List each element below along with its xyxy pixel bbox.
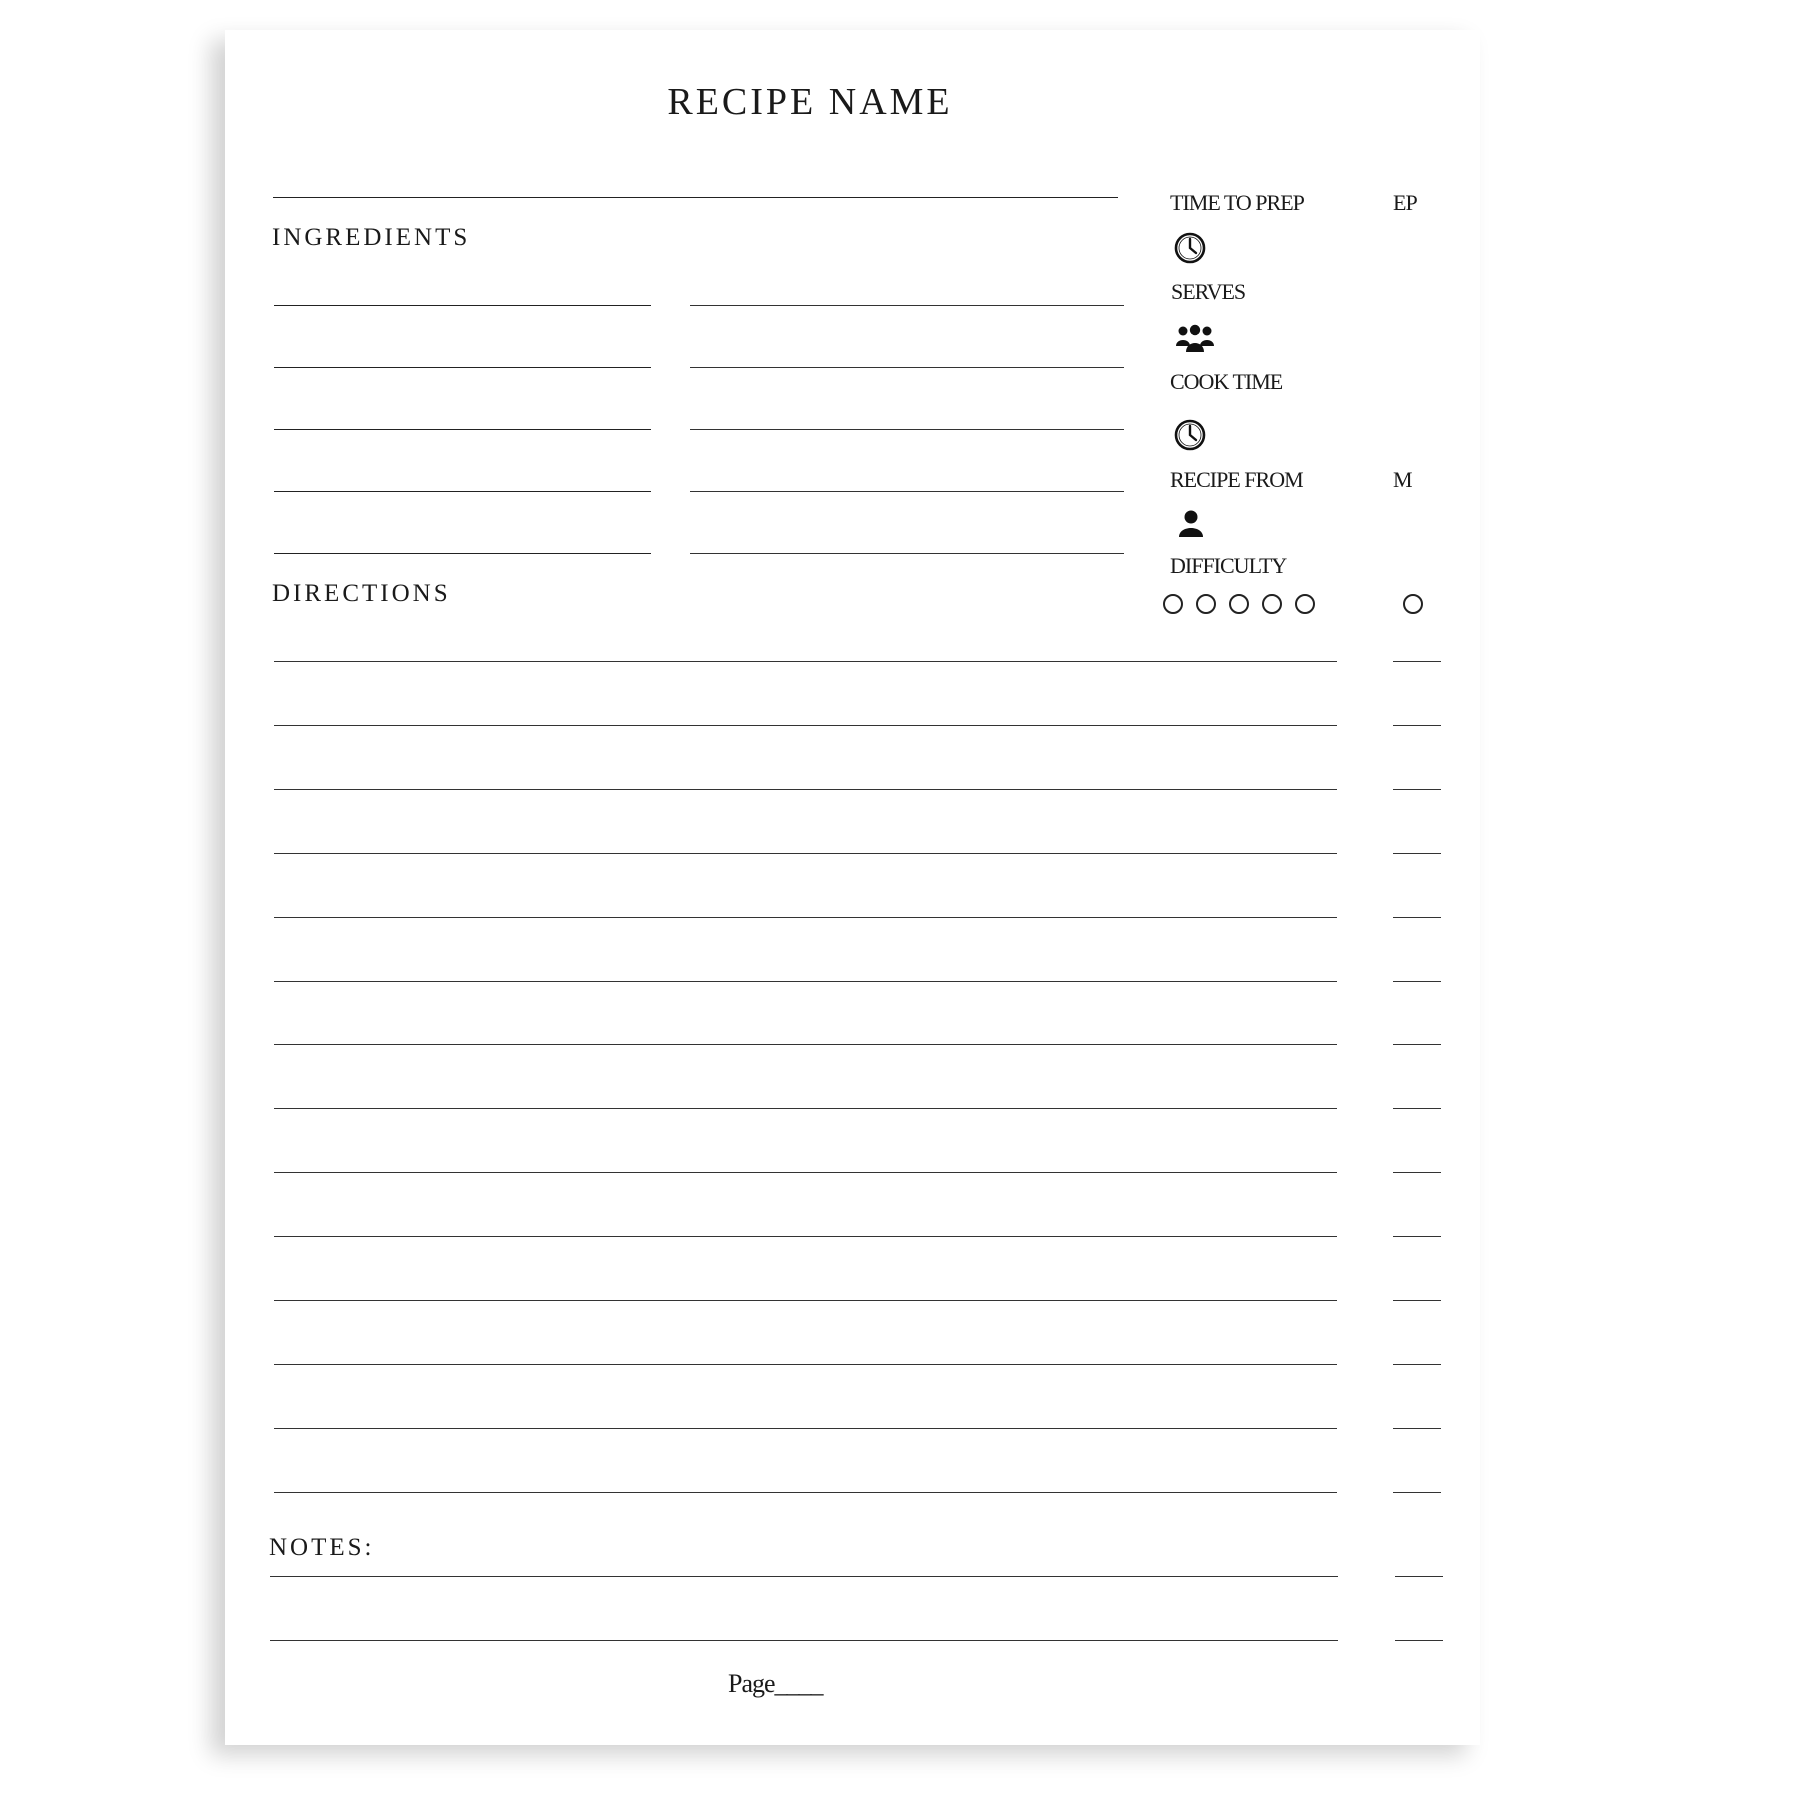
clock-icon [1173, 418, 1207, 452]
direction-line-stub [1393, 981, 1441, 982]
direction-line-stub [1393, 725, 1441, 726]
notes-line[interactable] [270, 1640, 1338, 1641]
ingredient-line[interactable] [690, 491, 1124, 492]
title-rule [273, 197, 1118, 198]
direction-line[interactable] [274, 1492, 1337, 1493]
direction-line-stub [1393, 1108, 1441, 1109]
difficulty-dot[interactable] [1163, 594, 1183, 614]
direction-line[interactable] [274, 853, 1337, 854]
ingredient-line[interactable] [690, 429, 1124, 430]
person-icon [1177, 509, 1205, 539]
difficulty-dot[interactable] [1295, 594, 1315, 614]
direction-line-stub [1393, 1492, 1441, 1493]
direction-line-stub [1393, 661, 1441, 662]
direction-line[interactable] [274, 1364, 1337, 1365]
recipe-from-label-clipped: M [1393, 467, 1412, 492]
direction-line-stub [1393, 789, 1441, 790]
direction-line-stub [1393, 1172, 1441, 1173]
direction-line[interactable] [274, 789, 1337, 790]
notes-line[interactable] [270, 1576, 1338, 1577]
direction-line[interactable] [274, 1044, 1337, 1045]
direction-line-stub [1393, 917, 1441, 918]
ingredient-line[interactable] [274, 553, 651, 554]
time-to-prep-label-clipped: EP [1393, 190, 1417, 215]
direction-line-stub [1393, 1428, 1441, 1429]
recipe-sheet [225, 30, 1480, 1745]
recipe-title: RECIPE NAME [667, 81, 953, 123]
ingredient-line[interactable] [274, 305, 651, 306]
difficulty-dot[interactable] [1229, 594, 1249, 614]
ingredient-line[interactable] [274, 429, 651, 430]
direction-line-stub [1393, 853, 1441, 854]
direction-line-stub [1393, 1236, 1441, 1237]
clock-icon [1173, 231, 1207, 265]
ingredient-line[interactable] [690, 367, 1124, 368]
serves-label: SERVES [1171, 279, 1246, 304]
difficulty-dot[interactable] [1262, 594, 1282, 614]
difficulty-dot[interactable] [1196, 594, 1216, 614]
direction-line[interactable] [274, 725, 1337, 726]
ingredients-heading: INGREDIENTS [272, 224, 471, 251]
notes-heading: NOTES: [269, 1534, 375, 1561]
difficulty-label: DIFFICULTY [1170, 553, 1287, 578]
ingredient-line[interactable] [274, 367, 651, 368]
ingredient-line[interactable] [690, 553, 1124, 554]
ingredient-line[interactable] [690, 305, 1124, 306]
direction-line-stub [1393, 1364, 1441, 1365]
direction-line[interactable] [274, 917, 1337, 918]
direction-line-stub [1393, 1044, 1441, 1045]
people-icon [1175, 324, 1215, 354]
directions-heading: DIRECTIONS [272, 580, 451, 607]
direction-line[interactable] [274, 1236, 1337, 1237]
time-to-prep-label: TIME TO PREP [1170, 190, 1304, 215]
direction-line[interactable] [274, 1108, 1337, 1109]
ingredient-line[interactable] [274, 491, 651, 492]
notes-line-stub [1395, 1640, 1443, 1641]
recipe-from-label: RECIPE FROM [1170, 467, 1303, 492]
direction-line[interactable] [274, 981, 1337, 982]
direction-line[interactable] [274, 1300, 1337, 1301]
direction-line[interactable] [274, 1428, 1337, 1429]
notes-line-stub [1395, 1576, 1443, 1577]
direction-line[interactable] [274, 1172, 1337, 1173]
page-number: Page____ [728, 1669, 823, 1698]
direction-line[interactable] [274, 661, 1337, 662]
difficulty-dot-clipped [1403, 594, 1423, 614]
cook-time-label: COOK TIME [1170, 369, 1283, 394]
direction-line-stub [1393, 1300, 1441, 1301]
